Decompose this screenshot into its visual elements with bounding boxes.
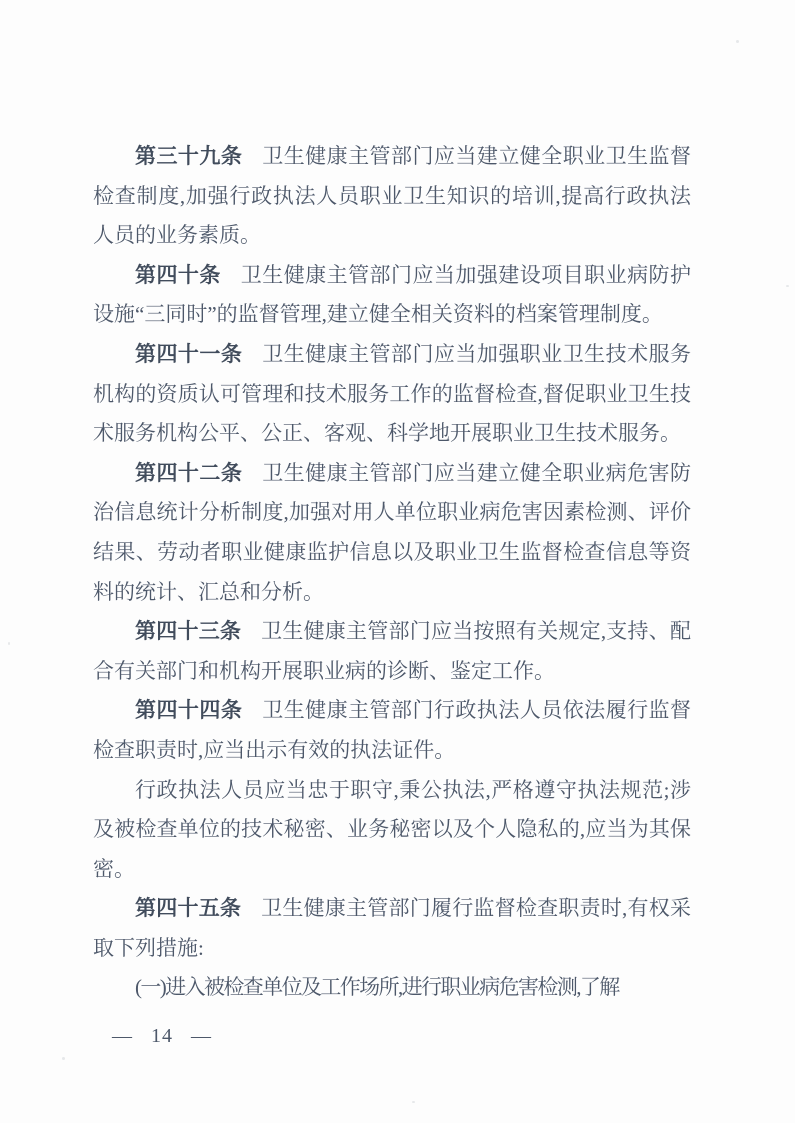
- article-41-text: 卫生健康主管部门应当加强职业卫生技术服务机构的资质认可管理和技术服务工作的监督检查,督促职业卫生技术服务机构公平、公正、客观、科学地开展职业卫生技术服务。: [93, 341, 692, 446]
- article-45-text: 卫生健康主管部门履行监督检查职责时,有权采取下列措施:: [93, 896, 692, 960]
- page-number: — 14 —: [112, 1025, 212, 1047]
- article-40-text: 卫生健康主管部门应当加强建设项目职业病防护设施“三同时”的监督管理,建立健全相关资料的档案管理制度。: [93, 262, 691, 327]
- article-39-text: 卫生健康主管部门应当建立健全职业卫生监督检查制度,加强行政执法人员职业卫生知识的培训,提高行政执法人员的业务素质。: [93, 144, 692, 248]
- scan-speck: [62, 1057, 65, 1060]
- article-45-paragraph: [93, 889, 691, 968]
- article-41-number: 第四十一条: [135, 341, 243, 366]
- list-item-1-text: (一)进入被检查单位及工作场所,进行职业病危害检测,了解: [135, 975, 619, 1000]
- article-43-paragraph: [93, 612, 691, 691]
- article-39-paragraph: [93, 137, 691, 256]
- article-45-number: 第四十五条: [135, 896, 242, 921]
- scan-speck: [8, 642, 10, 645]
- article-40-paragraph: [93, 256, 691, 335]
- scan-speck: [412, 1101, 415, 1103]
- article-44-text: 卫生健康主管部门行政执法人员依法履行监督检查职责时,应当出示有效的执法证件。: [93, 698, 692, 762]
- article-44-paragraph: [93, 691, 691, 770]
- article-40-number: 第四十条: [135, 262, 221, 287]
- article-41-paragraph: [93, 335, 691, 454]
- article-42-number: 第四十二条: [135, 460, 243, 485]
- article-43-text: 卫生健康主管部门应当按照有关规定,支持、配合有关部门和机构开展职业病的诊断、鉴定工作。: [93, 619, 692, 683]
- article-45-list-item-1: [93, 968, 691, 1008]
- article-42-text: 卫生健康主管部门应当建立健全职业病危害防治信息统计分析制度,加强对用人单位职业病危害因素检测、评价结果、劳动者职业健康监护信息以及职业卫生监督检查信息等资料的统计、汇总和分析。: [93, 460, 692, 604]
- article-44-continuation-paragraph: [93, 771, 691, 890]
- article-39-number: 第三十九条: [135, 144, 243, 168]
- article-43-number: 第四十三条: [135, 619, 242, 644]
- scan-speck: [786, 285, 789, 287]
- scan-speck: [736, 40, 739, 43]
- continuation-text: 行政执法人员应当忠于职守,秉公执法,严格遵守执法规范;涉及被检查单位的技术秘密、业务秘密以及个人隐私的,应当为其保密。: [93, 777, 691, 881]
- document-body: [93, 137, 691, 1008]
- article-42-paragraph: [93, 454, 691, 612]
- article-44-number: 第四十四条: [135, 698, 243, 723]
